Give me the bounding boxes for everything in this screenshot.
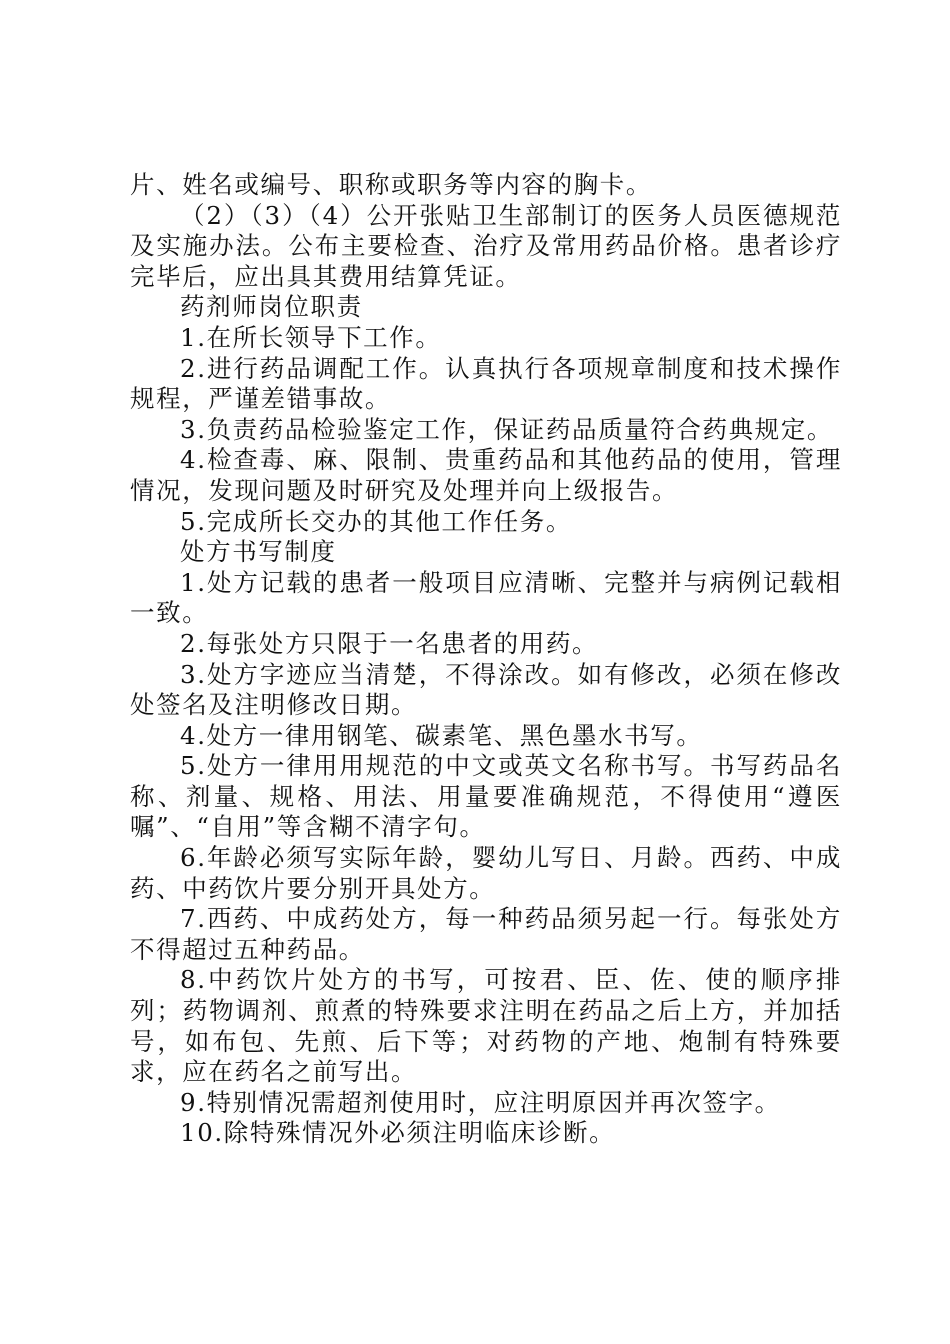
list-item: 9.特别情况需超剂使用时，应注明原因并再次签字。 bbox=[180, 1087, 781, 1117]
list-item: 3.负责药品检验鉴定工作，保证药品质量符合药典规定。 bbox=[180, 414, 833, 444]
section-heading-prescription-rules: 处方书写制度 bbox=[180, 537, 337, 567]
list-item: 2.进行药品调配工作。认真执行各项规章制度和技术操作规程，严谨差错事故。 bbox=[130, 353, 842, 414]
list-item: 5.处方一律用用规范的中文或英文名称书写。书写药品名称、剂量、规格、用法、用量要准确规范，不得使用“遵医嘱”、“自用”等含糊不清字句。 bbox=[130, 751, 842, 842]
list-item: 1.在所长领导下工作。 bbox=[180, 322, 442, 352]
list-item: 6.年龄必须写实际年龄，婴幼儿写日、月龄。西药、中成药、中药饮片要分别开具处方。 bbox=[130, 843, 842, 903]
document-body bbox=[130, 170, 842, 1149]
list-item: 3.处方字迹应当清楚，不得涂改。如有修改，必须在修改处签名及注明修改日期。 bbox=[130, 659, 842, 720]
section-heading-pharmacist-duties: 药剂师岗位职责 bbox=[180, 292, 363, 322]
paragraph-public-notice: （2）（3）（4）公开张贴卫生部制订的医务人员医德规范及实施办法。公布主要检查、治疗及常用药品价格。患者诊疗完毕后，应出具其费用结算凭证。 bbox=[130, 200, 842, 291]
list-item: 2.每张处方只限于一名患者的用药。 bbox=[180, 628, 599, 658]
paragraph-badge-continuation: 片、姓名或编号、职称或职务等内容的胸卡。 bbox=[130, 170, 652, 199]
list-item: 5.完成所长交办的其他工作任务。 bbox=[180, 506, 572, 536]
list-item: 1.处方记载的患者一般项目应清晰、完整并与病例记载相一致。 bbox=[130, 567, 842, 628]
list-item: 4.处方一律用钢笔、碳素笔、黑色墨水书写。 bbox=[180, 720, 703, 750]
list-item: 7.西药、中成药处方，每一种药品须另起一行。每张处方不得超过五种药品。 bbox=[130, 904, 842, 964]
list-item: 10.除特殊情况外必须注明临床诊断。 bbox=[180, 1118, 616, 1148]
list-item: 4.检查毒、麻、限制、贵重药品和其他药品的使用，管理情况，发现问题及时研究及处理并向上级报告。 bbox=[130, 445, 842, 505]
list-item: 8.中药饮片处方的书写，可按君、臣、佐、使的顺序排列；药物调剂、煎煮的特殊要求注明在药品之后上方，并加括号，如布包、先煎、后下等；对药物的产地、炮制有特殊要求，应在药名之前写出。 bbox=[130, 965, 842, 1087]
